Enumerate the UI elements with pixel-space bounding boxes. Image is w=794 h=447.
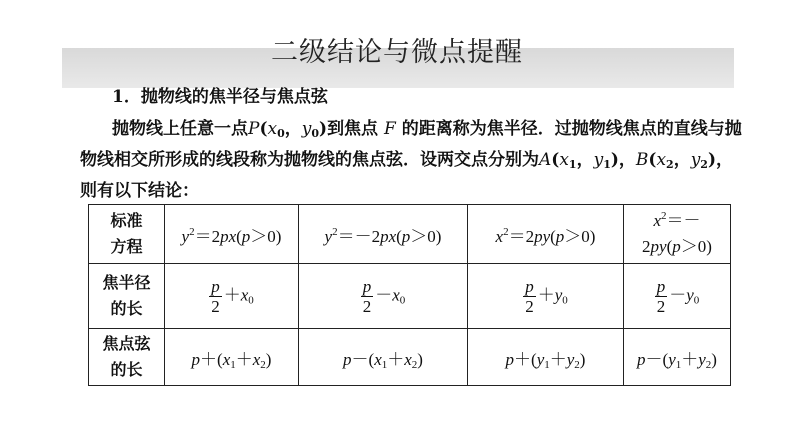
chord-cell-1: $p+(x_1+x_2)$	[165, 329, 299, 386]
section-heading: 1．抛物线的焦半径与焦点弦	[112, 87, 328, 107]
equation-cell-3: $x^2=2py(p>0)$	[468, 205, 624, 264]
radius-cell-1: $\frac{p}{2}$ $+x_0$	[165, 264, 299, 329]
table-row	[89, 205, 731, 264]
point-p: P	[248, 119, 260, 139]
focal-formula-table	[88, 204, 731, 386]
para-text-4: ，则有以下结论：	[80, 150, 733, 201]
chord-cell-3: $p+(y_1+y_2)$	[468, 329, 624, 386]
radius-cell-3: $\frac{p}{2}$ $+y_0$	[468, 264, 624, 329]
radius-cell-2: $\frac{p}{2}$ $-x_0$	[299, 264, 468, 329]
equation-cell-2: $y^2=-2px(p>0)$	[299, 205, 468, 264]
row-header-focal-chord: 焦点弦 的长	[89, 329, 165, 386]
chord-cell-2: $p-(x_1+x_2)$	[299, 329, 468, 386]
chord-cell-4: $p-(y_1+y_2)$	[624, 329, 731, 386]
point-a: A	[539, 150, 552, 170]
row-header-standard-equation: 标准 方程	[89, 205, 165, 264]
equation-cell-1: $y^2=2px(p>0)$	[165, 205, 299, 264]
para-text-2: 到焦点	[327, 119, 379, 139]
row-header-focal-radius: 焦半径 的长	[89, 264, 165, 329]
equation-cell-4: $x^2=-$ 2py(p＞0)	[624, 205, 731, 264]
table-row	[89, 264, 731, 329]
page-title: 二级结论与微点提醒	[271, 37, 523, 68]
para-text-3: 的距离称为焦半径．过抛物线焦点的直线与抛物线相交所形成的线段称为抛物线的焦点弦．设两交点分别为	[80, 119, 742, 170]
table-row	[89, 329, 731, 386]
radius-cell-4: $\frac{p}{2}$ $-y_0$	[624, 264, 731, 329]
point-b: B	[635, 150, 649, 170]
focus-f: F	[383, 119, 396, 139]
description-paragraph: 抛物线上任意一点$P(x_0$，$y_0$)到焦点 F 的距离称为焦半径．过抛物线焦点的直线与抛物线相交所形成的线段称为抛物线的焦点弦．设两交点分别为$A(x_1$，$y_1$)，$B(x_2$，$y_2$)，则有以下结论：	[80, 119, 742, 201]
para-text-1: 抛物线上任意一点	[112, 119, 248, 139]
